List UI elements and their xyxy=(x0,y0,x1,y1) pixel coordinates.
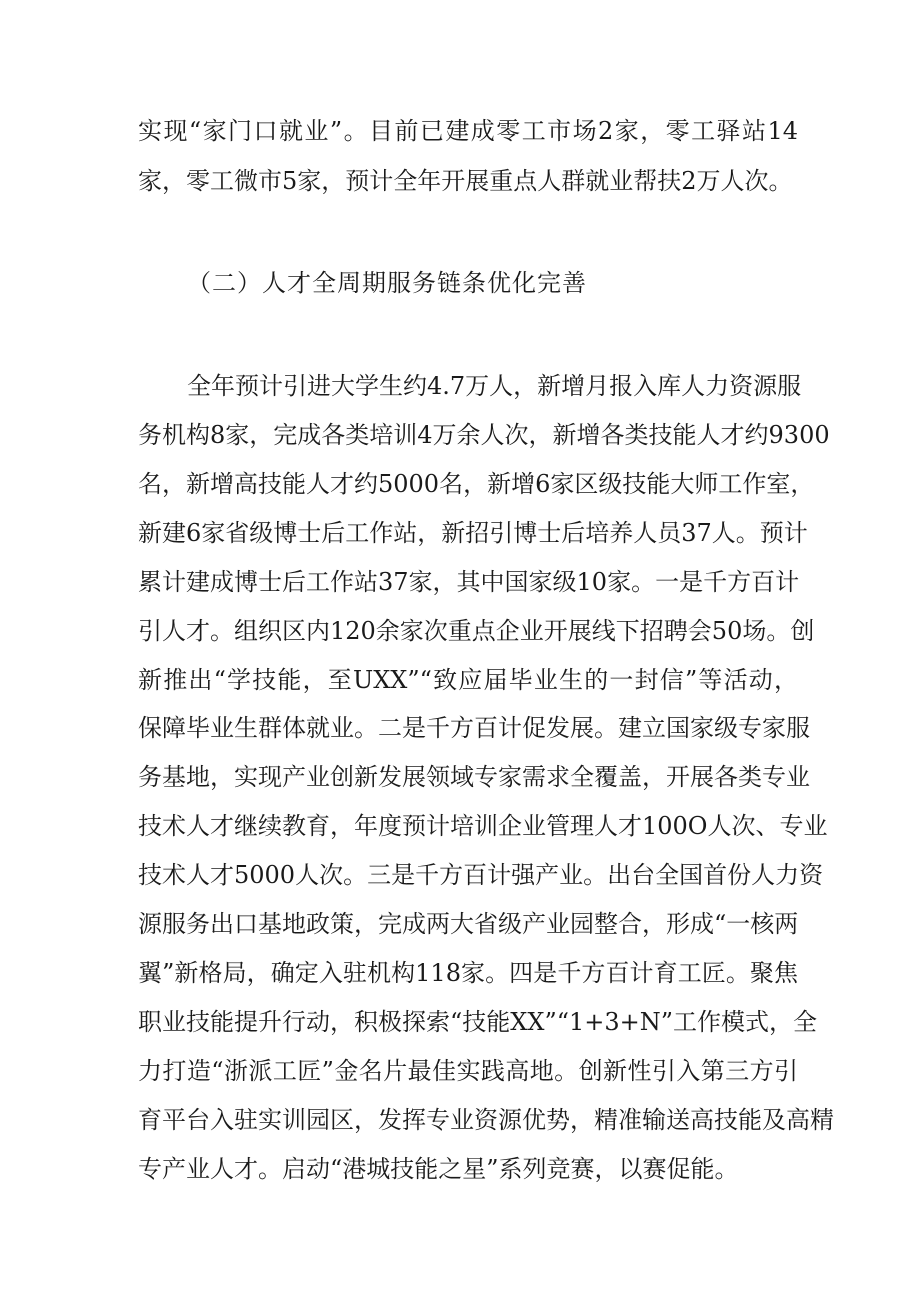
para2-line-15: 力打造“浙派工匠”金名片最佳实践高地。创新性引入第三方引 xyxy=(138,1057,798,1085)
para2-line-14: 职业技能提升行动，积极探索“技能XX”“1+3+N”工作模式，全 xyxy=(138,1008,818,1036)
para2-line-3: 名，新增高技能人才约5000名，新增6家区级技能大师工作室， xyxy=(138,470,815,498)
para2-line-11: 技术人才5000人次。三是千方百计强产业。出台全国首份人力资 xyxy=(138,861,824,889)
para2-line-2: 务机构8家，完成各类培训4万余人次，新增各类技能人才约9300 xyxy=(138,421,830,449)
para2-line-6: 引人才。组织区内120余家次重点企业开展线下招聘会50场。创 xyxy=(138,617,815,645)
para2-line-8: 保障毕业生群体就业。二是千方百计促发展。建立国家级专家服 xyxy=(138,714,810,742)
para2-line-4: 新建6家省级博士后工作站，新招引博士后培养人员37人。预计 xyxy=(138,519,808,547)
para2-line-12: 源服务出口基地政策，完成两大省级产业园整合，形成“一核两 xyxy=(138,910,799,938)
para2-line-9: 务基地，实现产业创新发展领域专家需求全覆盖，开展各类专业 xyxy=(138,763,810,791)
para2-line-13: 翼”新格局，确定入驻机构118家。四是千方百计育工匠。聚焦 xyxy=(138,959,798,987)
section-heading: （二）人才全周期服务链条优化完善 xyxy=(187,269,587,297)
para1-line-2: 家，零工微市5家，预计全年开展重点人群就业帮扶2万人次。 xyxy=(138,167,793,195)
para2-line-17: 专产业人才。启动“港城技能之星”系列竞赛，以赛促能。 xyxy=(138,1155,739,1183)
para2-line-10: 技术人才继续教育，年度预计培训企业管理人才100O人次、专业 xyxy=(138,812,828,840)
para2-line-7: 新推出“学技能，至UXX”“致应届毕业生的一封信”等活动， xyxy=(138,666,798,694)
para2-line-5: 累计建成博士后工作站37家，其中国家级10家。一是千方百计 xyxy=(138,568,800,596)
para2-line-16: 育平台入驻实训园区，发挥专业资源优势，精准输送高技能及高精 xyxy=(138,1106,834,1134)
para2-line-1: 全年预计引进大学生约4.7万人，新增月报入库人力资源服 xyxy=(187,372,802,400)
para1-line-1: 实现“家门口就业”。目前已建成零工市场2家，零工驿站14 xyxy=(138,117,798,145)
